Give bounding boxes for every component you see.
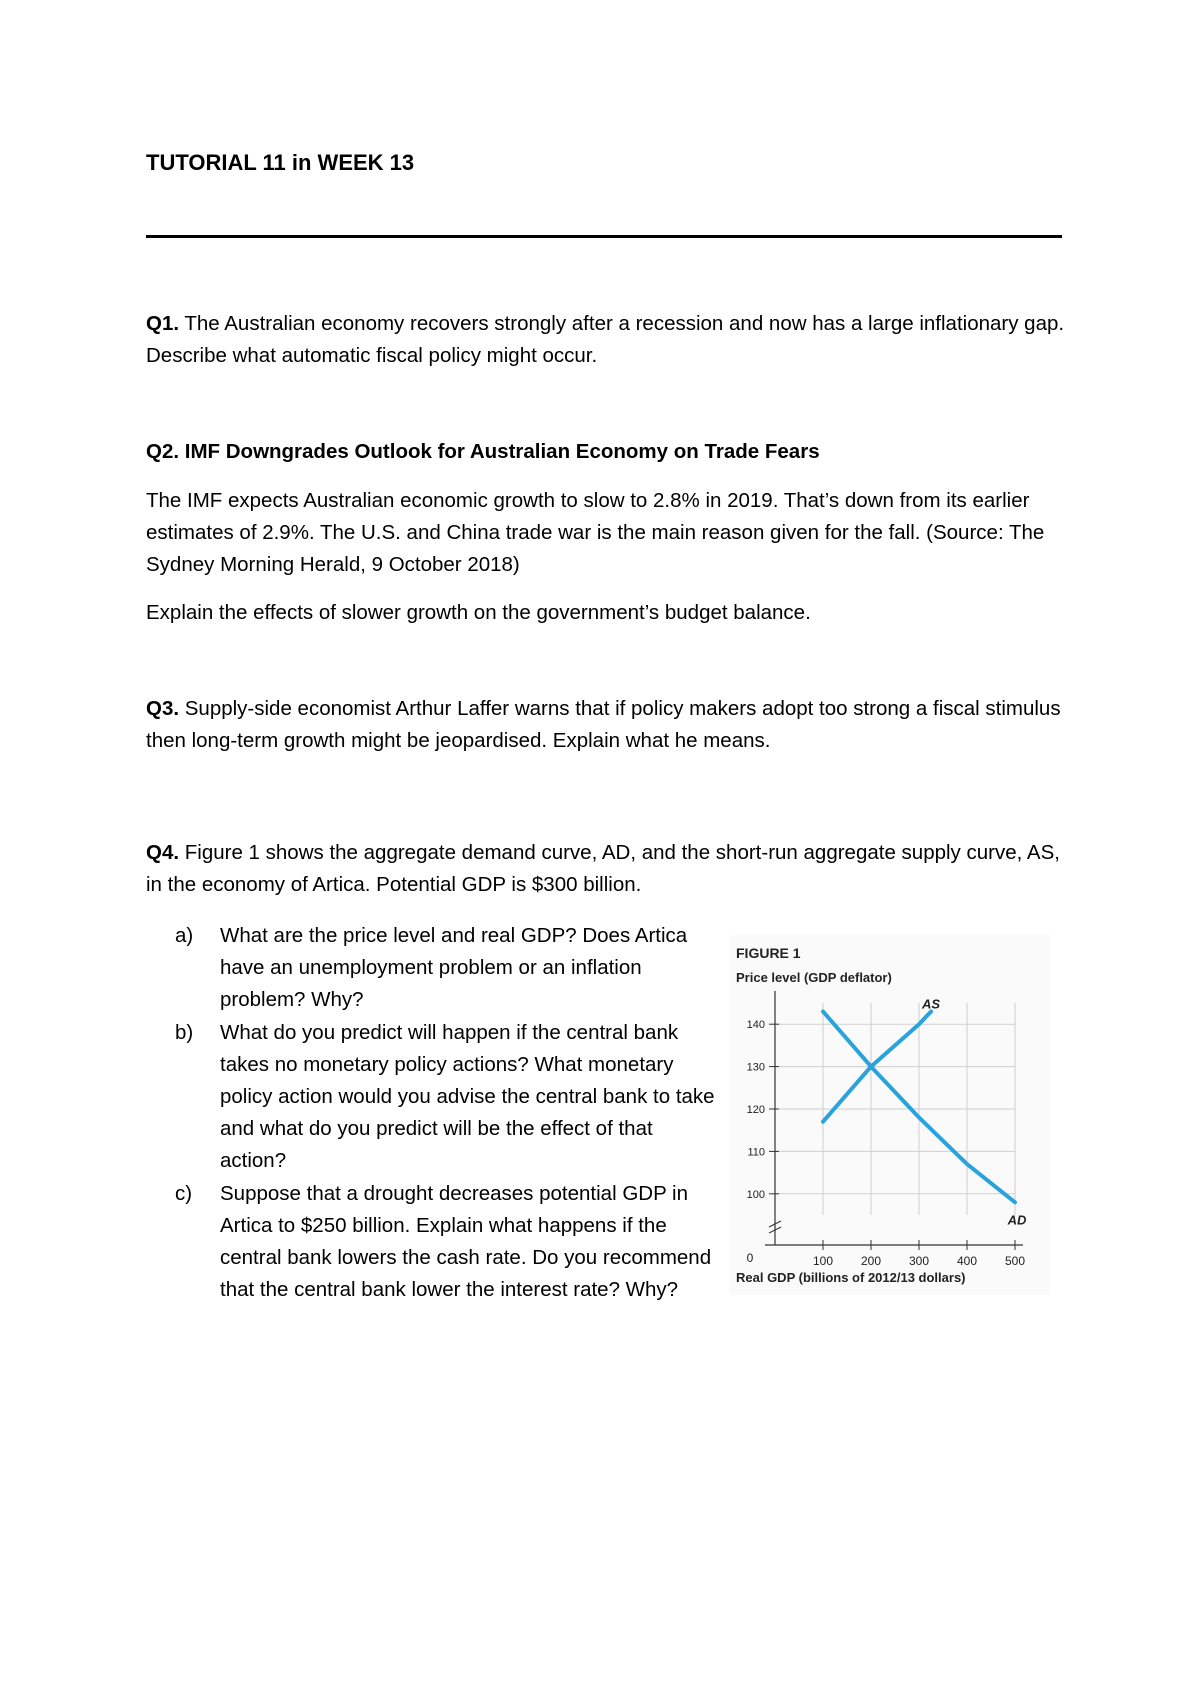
q2-label: Q2. xyxy=(146,440,180,463)
figure-1 xyxy=(730,935,1050,1295)
x-tick-label: 100 xyxy=(812,1254,834,1268)
x-tick-label: 400 xyxy=(956,1254,978,1268)
x-tick-label: 500 xyxy=(1004,1254,1026,1268)
figure-label: FIGURE 1 xyxy=(736,945,801,961)
q4-part-c-marker: c) xyxy=(175,1181,193,1205)
y-tick-label: 100 xyxy=(746,1188,765,1201)
figure-1-chart xyxy=(730,935,1050,1295)
q4-part-c-text: Suppose that a drought decreases potential GDP in Artica to $250 billion. Explain what happens if the central bank lowers the cash rate. Do you recommend that the central bank lower the interest rate? Why? xyxy=(220,1181,712,1302)
q4-text: Figure 1 shows the aggregate demand curve, AD, and the short-run aggregate supply curve, AS, in the economy of Artica. Potential GDP is $300 billion. xyxy=(146,841,1060,896)
q1-label: Q1. xyxy=(146,312,180,335)
question-1 xyxy=(146,308,1066,372)
q3-text: Supply-side economist Arthur Laffer warns that if policy makers adopt too strong a fiscal stimulus then long-term growth might be jeopardised. Explain what he means. xyxy=(146,697,1061,752)
q2-question: Explain the effects of slower growth on the government’s budget balance. xyxy=(146,601,811,624)
y-axis-label: Price level (GDP deflator) xyxy=(736,970,892,985)
q2-heading-text: IMF Downgrades Outlook for Australian Economy on Trade Fears xyxy=(184,440,820,463)
question-4 xyxy=(146,837,1066,901)
x-tick-label: 200 xyxy=(860,1254,882,1268)
y-tick-label: 110 xyxy=(747,1146,765,1159)
q4-part-b-text: What do you predict will happen if the central bank takes no monetary policy actions? What monetary policy action would you advise the central bank to take and what do you predict will be the effect of that action? xyxy=(220,1020,715,1173)
q4-parts-list xyxy=(175,920,715,1306)
q4-part-b-marker: b) xyxy=(175,1020,194,1044)
page-title: TUTORIAL 11 in WEEK 13 xyxy=(146,150,415,175)
series-label-ad: AD xyxy=(1007,1212,1027,1228)
q3-label: Q3. xyxy=(146,697,180,720)
x-origin-label: 0 xyxy=(746,1251,754,1265)
q4-part-b xyxy=(175,1017,715,1178)
q1-text: The Australian economy recovers strongly after a recession and now has a large inflationary gap. Describe what automatic fiscal policy might occur. xyxy=(146,312,1065,367)
question-2-heading xyxy=(146,436,1066,468)
q4-part-c xyxy=(175,1178,715,1307)
title-divider xyxy=(146,235,1062,238)
question-3 xyxy=(146,693,1066,757)
y-tick-label: 120 xyxy=(746,1104,765,1116)
q4-part-a-marker: a) xyxy=(175,924,194,947)
q4-part-a xyxy=(175,920,715,1017)
q4-label: Q4. xyxy=(146,841,180,864)
y-tick-label: 140 xyxy=(746,1019,765,1032)
y-tick-label: 130 xyxy=(746,1061,765,1074)
x-axis-label: Real GDP (billions of 2012/13 dollars) xyxy=(736,1270,966,1285)
q4-part-a-text: What are the price level and real GDP? Does Artica have an unemployment problem or an inflation problem? Why? xyxy=(220,924,688,1012)
series-label-as: AS xyxy=(921,996,941,1012)
q2-article: The IMF expects Australian economic growth to slow to 2.8% in 2019. That’s down from its earlier estimates of 2.9%. The U.S. and China trade war is the main reason given for the fall. (Source: The Sydney Morning Herald, 9 October 2018) xyxy=(146,489,1045,576)
x-tick-label: 300 xyxy=(908,1254,930,1268)
